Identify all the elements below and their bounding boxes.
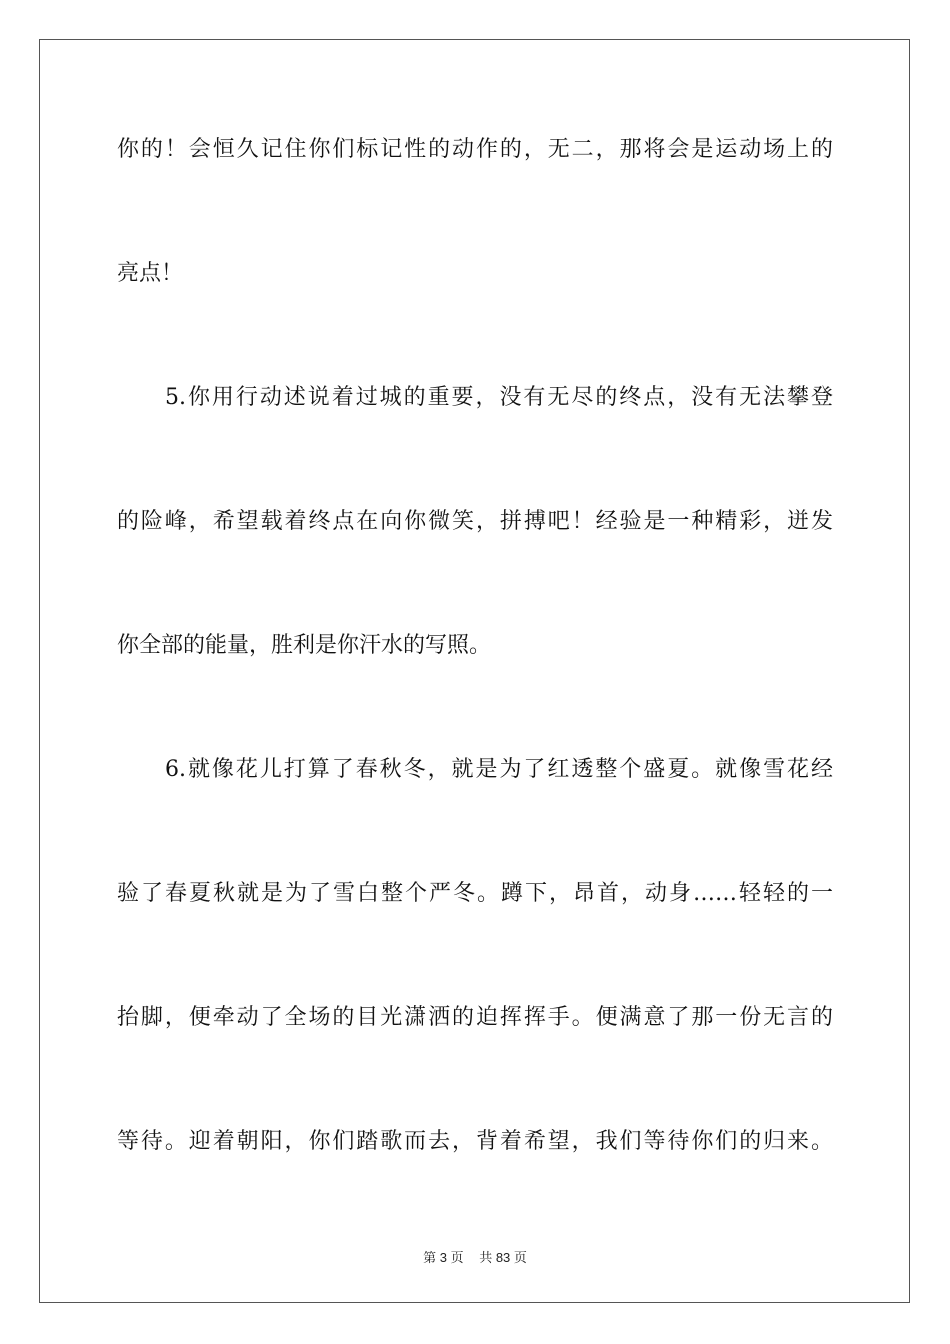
paragraph-6-start: 6.就像花儿打算了春秋冬，就是为了红透整个盛夏。就像雪花经 xyxy=(165,757,833,782)
page-border xyxy=(39,39,910,1303)
text-line: 的险峰，希望载着终点在向你微笑，拼搏吧！经验是一种精彩，迸发 xyxy=(117,509,833,534)
paragraph-5-start: 5.你用行动述说着过城的重要，没有无尽的终点，没有无法攀登 xyxy=(165,385,833,410)
text-line: 抬脚，便牵动了全场的目光潇洒的迫挥挥手。便满意了那一份无言的 xyxy=(117,1005,833,1030)
text-line: 亮点！ xyxy=(117,261,184,286)
text-line: 你全部的能量，胜利是你汗水的写照。 xyxy=(117,633,492,658)
text-line: 你的！会恒久记住你们标记性的动作的，无二，那将会是运动场上的 xyxy=(117,137,833,162)
page-total: 共 83 页 xyxy=(479,1250,527,1265)
text-line: 验了春夏秋就是为了雪白整个严冬。蹲下，昂首，动身……轻轻的一 xyxy=(117,881,833,906)
text-line: 等待。迎着朝阳，你们踏歌而去，背着希望，我们等待你们的归来。 xyxy=(117,1129,833,1154)
page-number: 第 3 页 xyxy=(423,1250,464,1265)
page-footer xyxy=(0,1247,950,1266)
